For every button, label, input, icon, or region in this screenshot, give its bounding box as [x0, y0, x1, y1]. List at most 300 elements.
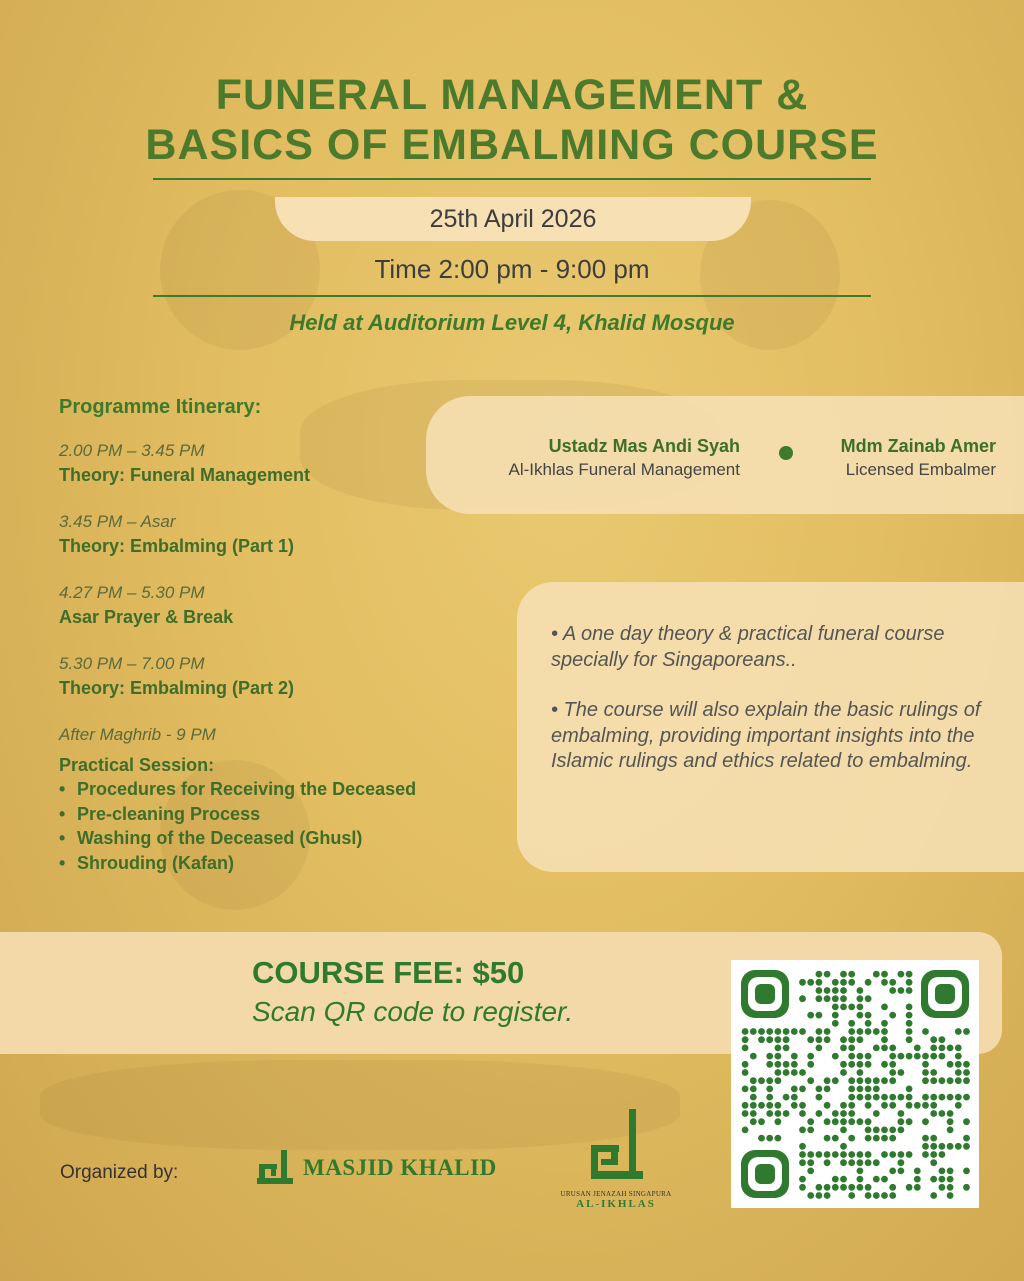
qr-module	[873, 1094, 880, 1101]
qr-module	[939, 1168, 946, 1175]
qr-finder-top-left	[741, 970, 789, 1018]
qr-module	[840, 1143, 847, 1150]
qr-module	[799, 1069, 806, 1076]
qr-module	[881, 1127, 888, 1134]
event-venue: Held at Auditorium Level 4, Khalid Mosque	[289, 310, 735, 335]
qr-module	[963, 1143, 970, 1150]
qr-module	[930, 1045, 937, 1052]
qr-module	[898, 1127, 905, 1134]
qr-module	[898, 1069, 905, 1076]
qr-module	[824, 1184, 831, 1191]
qr-module	[906, 1086, 913, 1093]
title-line-1: FUNERAL MANAGEMENT &	[215, 71, 809, 119]
qr-module	[939, 1053, 946, 1060]
al-ikhlas-name: AL-IKHLAS	[576, 1198, 656, 1210]
qr-module	[955, 1143, 962, 1150]
qr-module	[889, 1012, 896, 1019]
qr-module	[816, 1028, 823, 1035]
qr-module	[807, 1061, 814, 1068]
qr-module	[758, 1077, 765, 1084]
qr-module	[881, 1094, 888, 1101]
qr-module	[775, 1135, 782, 1142]
qr-module	[930, 1110, 937, 1117]
qr-module	[799, 1102, 806, 1109]
qr-module	[816, 971, 823, 978]
itinerary-slot	[59, 439, 489, 487]
qr-module	[857, 1086, 864, 1093]
qr-module	[840, 1036, 847, 1043]
qr-module	[816, 1184, 823, 1191]
qr-module	[766, 1028, 773, 1035]
qr-module	[857, 1077, 864, 1084]
qr-module	[881, 1135, 888, 1142]
qr-module	[742, 1036, 749, 1043]
qr-module	[955, 1061, 962, 1068]
qr-module	[766, 1061, 773, 1068]
qr-module	[832, 1118, 839, 1125]
register-cta: Scan QR code to register.	[252, 996, 574, 1027]
qr-module	[791, 1102, 798, 1109]
qr-module	[865, 1086, 872, 1093]
qr-module	[873, 1192, 880, 1199]
qr-module	[898, 1159, 905, 1166]
al-ikhlas-logo	[556, 1105, 676, 1210]
masjid-khalid-icon	[255, 1148, 295, 1188]
qr-module	[930, 1176, 937, 1183]
qr-module	[824, 1159, 831, 1166]
qr-module	[840, 979, 847, 986]
qr-module	[857, 1053, 864, 1060]
qr-module	[873, 1045, 880, 1052]
qr-module	[930, 1102, 937, 1109]
qr-module	[873, 1135, 880, 1142]
qr-module	[807, 1168, 814, 1175]
qr-module	[898, 1110, 905, 1117]
qr-module	[775, 1061, 782, 1068]
qr-module	[783, 1110, 790, 1117]
programme-itinerary	[59, 396, 489, 875]
qr-module	[840, 1061, 847, 1068]
qr-code-icon	[731, 960, 979, 1208]
qr-module	[799, 1176, 806, 1183]
qr-module	[832, 979, 839, 986]
qr-module	[898, 987, 905, 994]
qr-module	[840, 1102, 847, 1109]
qr-module	[922, 1069, 929, 1076]
qr-module	[775, 1110, 782, 1117]
qr-module	[758, 1036, 765, 1043]
description-paragraph: • The course will also explain the basic rulings of embalming, providing important insights into the Islamic rulings and ethics related to embalming.	[551, 699, 981, 772]
qr-module	[848, 1004, 855, 1011]
qr-module	[857, 987, 864, 994]
list-item: • Washing of the Deceased (Ghusl)	[59, 826, 489, 851]
qr-module	[930, 1135, 937, 1142]
qr-module	[906, 1004, 913, 1011]
divider	[153, 295, 871, 297]
qr-module	[914, 1102, 921, 1109]
qr-module	[824, 987, 831, 994]
qr-module	[898, 971, 905, 978]
qr-module	[922, 1094, 929, 1101]
qr-module	[865, 1094, 872, 1101]
qr-module	[881, 1036, 888, 1043]
qr-module	[840, 987, 847, 994]
qr-code[interactable]	[731, 960, 979, 1208]
qr-module	[930, 1192, 937, 1199]
qr-module	[807, 979, 814, 986]
qr-module	[832, 1053, 839, 1060]
qr-module	[791, 1094, 798, 1101]
separator-dot	[779, 446, 793, 460]
qr-module	[898, 1118, 905, 1125]
qr-module	[889, 1192, 896, 1199]
qr-module	[783, 1045, 790, 1052]
qr-module	[824, 1192, 831, 1199]
qr-module	[840, 1176, 847, 1183]
itinerary-slot	[59, 652, 489, 700]
qr-module	[832, 995, 839, 1002]
qr-module	[742, 1110, 749, 1117]
qr-module	[799, 1143, 806, 1150]
qr-module	[824, 1118, 831, 1125]
masjid-khalid-logo	[255, 1148, 497, 1188]
slot-title: Theory: Embalming (Part 2)	[59, 678, 295, 698]
title-line-2: BASICS OF EMBALMING COURSE	[145, 121, 879, 169]
qr-module	[906, 1020, 913, 1027]
course-fee: COURSE FEE: $50	[252, 955, 525, 990]
qr-module	[930, 1069, 937, 1076]
qr-module	[824, 971, 831, 978]
qr-module	[758, 1102, 765, 1109]
qr-module	[783, 1069, 790, 1076]
qr-module	[775, 1069, 782, 1076]
qr-finder-bottom-left	[741, 1150, 789, 1198]
speaker-2	[841, 434, 996, 482]
qr-module	[865, 1020, 872, 1027]
qr-module	[865, 1159, 872, 1166]
qr-module	[939, 1110, 946, 1117]
qr-module	[881, 1151, 888, 1158]
qr-module	[799, 1028, 806, 1035]
qr-module	[775, 1036, 782, 1043]
qr-module	[963, 1168, 970, 1175]
qr-module	[848, 1192, 855, 1199]
qr-module	[914, 1176, 921, 1183]
qr-module	[824, 1077, 831, 1084]
qr-module	[889, 987, 896, 994]
qr-module	[807, 1118, 814, 1125]
qr-module	[848, 1118, 855, 1125]
qr-module	[742, 1127, 749, 1134]
qr-module	[930, 1151, 937, 1158]
qr-module	[963, 1135, 970, 1142]
qr-module	[832, 1012, 839, 1019]
qr-module	[865, 1028, 872, 1035]
qr-module	[832, 1176, 839, 1183]
qr-module	[857, 1094, 864, 1101]
qr-module	[848, 1110, 855, 1117]
qr-module	[865, 1012, 872, 1019]
al-ikhlas-icon	[581, 1105, 651, 1185]
qr-module	[955, 1077, 962, 1084]
qr-module	[947, 1176, 954, 1183]
qr-module	[947, 1127, 954, 1134]
qr-module	[889, 1045, 896, 1052]
speaker-role: Al-Ikhlas Funeral Management	[508, 460, 740, 479]
qr-module	[848, 1028, 855, 1035]
qr-module	[807, 1036, 814, 1043]
qr-module	[881, 1061, 888, 1068]
qr-module	[881, 1004, 888, 1011]
qr-module	[848, 1135, 855, 1142]
qr-module	[807, 1012, 814, 1019]
qr-module	[865, 1118, 872, 1125]
speaker-name: Ustadz Mas Andi Syah	[548, 436, 740, 456]
qr-module	[750, 1094, 757, 1101]
qr-module	[906, 1028, 913, 1035]
qr-module	[857, 1036, 864, 1043]
qr-module	[889, 1184, 896, 1191]
list-item: • Pre-cleaning Process	[59, 802, 489, 827]
qr-module	[865, 979, 872, 986]
qr-module	[766, 1110, 773, 1117]
qr-module	[816, 1045, 823, 1052]
qr-module	[766, 1053, 773, 1060]
qr-module	[816, 979, 823, 986]
qr-module	[955, 1094, 962, 1101]
qr-module	[865, 995, 872, 1002]
qr-module	[881, 1045, 888, 1052]
qr-module	[766, 1102, 773, 1109]
qr-module	[848, 979, 855, 986]
event-date: 25th April 2026	[275, 197, 751, 241]
al-ikhlas-subtitle: URUSAN JENAZAH SINGAPURA	[560, 1190, 672, 1198]
qr-module	[848, 1045, 855, 1052]
qr-module	[799, 979, 806, 986]
qr-module	[816, 1094, 823, 1101]
qr-module	[939, 1077, 946, 1084]
page-title	[0, 70, 1024, 170]
qr-module	[930, 1077, 937, 1084]
qr-module	[906, 1036, 913, 1043]
qr-module	[750, 1028, 757, 1035]
qr-module	[742, 1045, 749, 1052]
qr-module	[775, 1102, 782, 1109]
qr-module	[824, 1036, 831, 1043]
qr-finder-top-right	[921, 970, 969, 1018]
slot-time: 4.27 PM – 5.30 PM	[59, 583, 205, 602]
qr-module	[750, 1110, 757, 1117]
qr-module	[799, 1086, 806, 1093]
qr-module	[857, 1176, 864, 1183]
qr-module	[824, 1102, 831, 1109]
qr-module	[963, 1094, 970, 1101]
qr-module	[906, 979, 913, 986]
qr-module	[955, 1028, 962, 1035]
qr-module	[783, 1036, 790, 1043]
qr-module	[947, 1045, 954, 1052]
masjid-khalid-name: MASJID KHALID	[303, 1155, 497, 1180]
qr-module	[799, 1159, 806, 1166]
qr-module	[881, 1020, 888, 1027]
speaker-1	[508, 434, 740, 482]
itinerary-heading: Programme Itinerary:	[59, 396, 262, 418]
qr-module	[832, 987, 839, 994]
qr-module	[889, 1053, 896, 1060]
qr-module	[873, 1159, 880, 1166]
qr-module	[922, 1061, 929, 1068]
qr-module	[865, 1077, 872, 1084]
qr-module	[906, 971, 913, 978]
qr-module	[963, 1077, 970, 1084]
qr-module	[742, 1102, 749, 1109]
speaker-name: Mdm Zainab Amer	[840, 436, 996, 456]
list-item: • Procedures for Receiving the Deceased	[59, 777, 489, 802]
qr-module	[930, 1094, 937, 1101]
qr-module	[840, 1110, 847, 1117]
qr-module	[832, 1135, 839, 1142]
qr-module	[857, 1004, 864, 1011]
qr-module	[889, 1151, 896, 1158]
qr-module	[848, 1086, 855, 1093]
qr-module	[889, 1077, 896, 1084]
qr-module	[865, 1192, 872, 1199]
qr-module	[840, 995, 847, 1002]
qr-module	[881, 979, 888, 986]
qr-module	[955, 1053, 962, 1060]
divider	[153, 178, 871, 180]
qr-module	[816, 1192, 823, 1199]
qr-module	[840, 1045, 847, 1052]
qr-module	[807, 1127, 814, 1134]
list-item: • Shrouding (Kafan)	[59, 851, 489, 876]
qr-module	[750, 1053, 757, 1060]
qr-module	[939, 1036, 946, 1043]
qr-module	[963, 1061, 970, 1068]
qr-module	[865, 1151, 872, 1158]
qr-module	[791, 1028, 798, 1035]
slot-title: Theory: Funeral Management	[59, 465, 311, 485]
qr-module	[865, 1061, 872, 1068]
qr-module	[889, 1127, 896, 1134]
qr-module	[889, 979, 896, 986]
qr-module	[775, 1118, 782, 1125]
qr-module	[783, 1094, 790, 1101]
slot-time: After Maghrib - 9 PM	[59, 725, 216, 744]
qr-module	[898, 1094, 905, 1101]
qr-module	[848, 1184, 855, 1191]
qr-module	[963, 1028, 970, 1035]
qr-module	[955, 1045, 962, 1052]
qr-module	[857, 1159, 864, 1166]
qr-module	[799, 995, 806, 1002]
qr-module	[816, 987, 823, 994]
qr-module	[922, 1077, 929, 1084]
qr-module	[848, 1159, 855, 1166]
qr-module	[947, 1061, 954, 1068]
description-paragraph: • A one day theory & practical funeral course specially for Singaporeans..	[551, 623, 945, 671]
qr-module	[857, 1069, 864, 1076]
qr-module	[922, 1143, 929, 1150]
qr-module	[898, 1168, 905, 1175]
qr-module	[824, 1028, 831, 1035]
qr-module	[791, 1069, 798, 1076]
qr-module	[857, 995, 864, 1002]
slot-title: Theory: Embalming (Part 1)	[59, 536, 295, 556]
qr-module	[816, 1086, 823, 1093]
qr-module	[865, 1102, 872, 1109]
qr-module	[906, 1184, 913, 1191]
qr-module	[873, 1127, 880, 1134]
qr-module	[848, 1036, 855, 1043]
qr-module	[865, 1127, 872, 1134]
qr-module	[766, 1135, 773, 1142]
qr-module	[906, 1102, 913, 1109]
qr-module	[816, 1151, 823, 1158]
qr-module	[742, 1069, 749, 1076]
qr-module	[832, 1184, 839, 1191]
qr-module	[914, 1168, 921, 1175]
qr-module	[939, 1176, 946, 1183]
qr-module	[939, 1045, 946, 1052]
qr-module	[799, 1184, 806, 1191]
qr-module	[775, 1028, 782, 1035]
qr-module	[750, 1118, 757, 1125]
qr-module	[840, 971, 847, 978]
qr-module	[955, 1069, 962, 1076]
qr-module	[889, 1069, 896, 1076]
qr-module	[791, 1053, 798, 1060]
qr-module	[775, 1077, 782, 1084]
qr-module	[947, 1143, 954, 1150]
qr-module	[873, 971, 880, 978]
qr-module	[783, 1028, 790, 1035]
qr-module	[832, 1020, 839, 1027]
qr-module	[889, 1135, 896, 1142]
qr-module	[742, 1086, 749, 1093]
qr-module	[963, 1184, 970, 1191]
qr-module	[840, 1159, 847, 1166]
qr-module	[947, 1094, 954, 1101]
qr-module	[857, 1184, 864, 1191]
qr-module	[914, 1053, 921, 1060]
event-time: Time 2:00 pm - 9:00 pm	[374, 254, 650, 284]
qr-module	[922, 1028, 929, 1035]
qr-module	[807, 1151, 814, 1158]
qr-module	[840, 1151, 847, 1158]
qr-module	[840, 1004, 847, 1011]
qr-module	[947, 1077, 954, 1084]
qr-module	[766, 1094, 773, 1101]
qr-module	[955, 1102, 962, 1109]
qr-module	[807, 1053, 814, 1060]
qr-module	[947, 1168, 954, 1175]
qr-module	[898, 1053, 905, 1060]
qr-module	[906, 1094, 913, 1101]
qr-module	[766, 1036, 773, 1043]
itinerary-slot	[59, 510, 489, 558]
speaker-role: Licensed Embalmer	[845, 460, 996, 479]
qr-module	[857, 1118, 864, 1125]
qr-module	[906, 987, 913, 994]
qr-module	[865, 1184, 872, 1191]
qr-module	[857, 1168, 864, 1175]
qr-module	[889, 1168, 896, 1175]
qr-module	[939, 1151, 946, 1158]
qr-module	[840, 1127, 847, 1134]
qr-module	[750, 1086, 757, 1093]
qr-module	[881, 1192, 888, 1199]
